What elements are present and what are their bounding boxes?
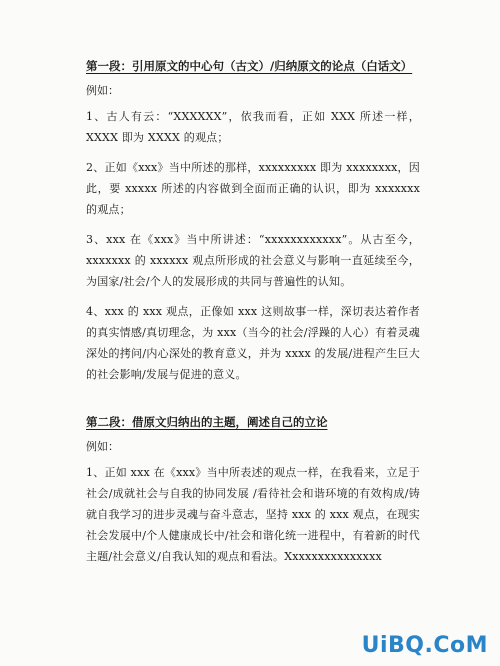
section1-item-3: 3、xxx 在《xxx》当中所讲述：“xxxxxxxxxxxx”。从古至今，xxxxxxx 的 xxxxxx 观点所形成的社会意义与影响一直延续至今，为国家/社会/个人的发展形成的共同与普遍性的认知。 <box>86 233 420 288</box>
section2-heading: 第二段：借原文归纳出的主题，阐述自己的立论 <box>86 415 328 429</box>
section-spacer <box>86 394 420 414</box>
section1-item-1: 1、古人有云：“XXXXXX”，依我而看，正如 XXX 所述一样，XXXX 即为 XXXX 的观点； <box>86 110 420 144</box>
section1-item-4: 4、xxx 的 xxx 观点，正像如 xxx 这则故事一样，深切表达着作者的真实情感/真切理念，为 xxx（当今的社会/浮躁的人心）有着灵魂深处的拷问/内心深处的教育意义，并为 xxxx 的发展/进程产生巨大的社会影响/发展与促进的意义。 <box>86 305 420 381</box>
section1-item-2: 2、正如《xxx》当中所述的那样，xxxxxxxxx 即为 xxxxxxxx，因此，要 xxxxx 所述的内容做到全面而正确的认识，即为 xxxxxxx 的观点； <box>86 161 420 216</box>
section2-example-label: 例如： <box>86 440 119 453</box>
section2-item-1: 1、正如 xxx 在《xxx》当中所表述的观点一样，在我看来，立足于社会/成就社会与自我的协同发展 /看待社会和谐环境的有效构成/铸就自我学习的进步灵魂与奋斗意志，坚持 xxx 的 xxx 观点，在现实社会发展中/个人健康成长中/社会和谐化统一进程中，有着新的时代主题/社会意义/自我认知的观点和看法。Xxxxxxxxxxxxxxx <box>86 466 420 563</box>
section1-heading: 第一段：引用原文的中心句（古文）/归纳原文的论点（白话文） <box>86 59 413 73</box>
watermark-logo: UiBQ.CoM <box>361 633 488 658</box>
document-content <box>86 58 420 576</box>
section1-example-label: 例如： <box>86 84 119 97</box>
